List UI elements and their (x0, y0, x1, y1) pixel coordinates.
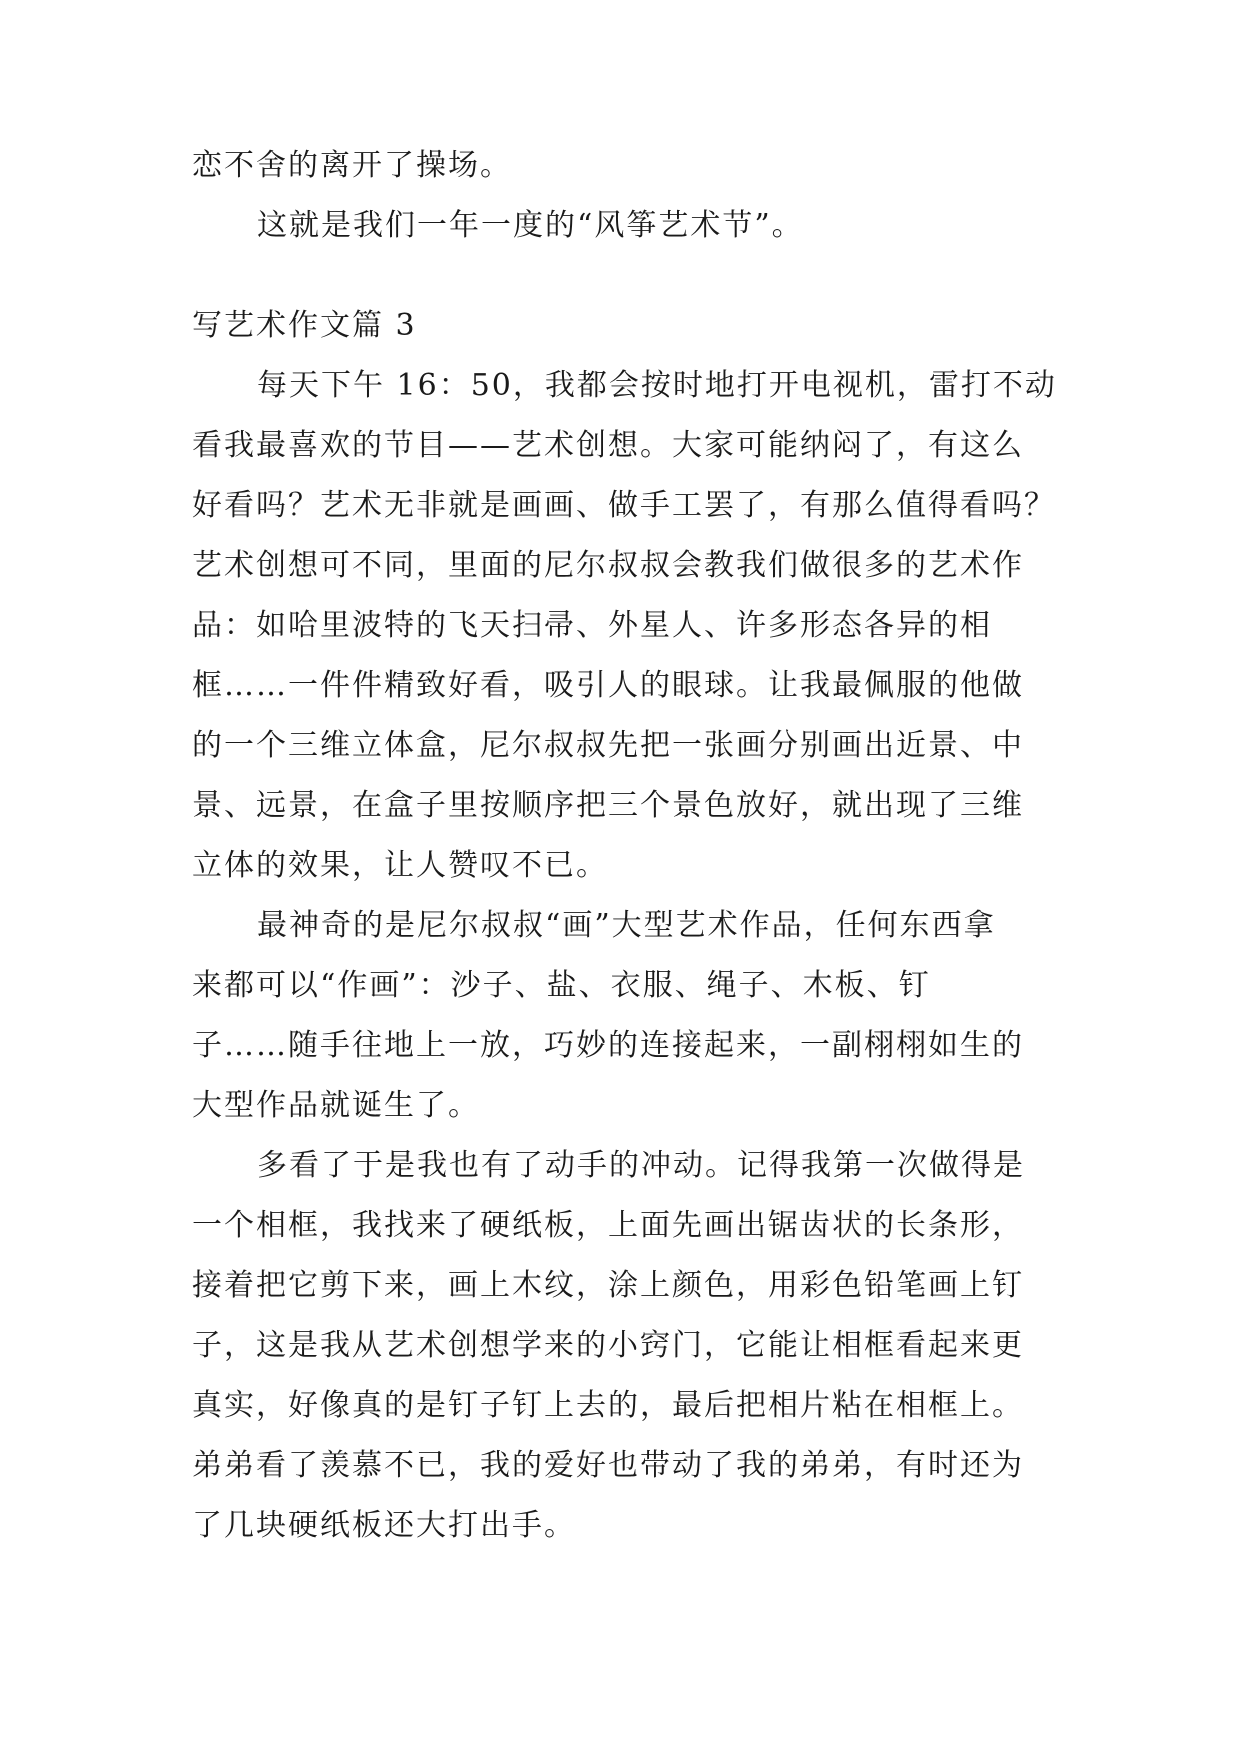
text-line: 好看吗？艺术无非就是画画、做手工罢了，有那么值得看吗？ (192, 488, 1056, 523)
text-line: 最神奇的是尼尔叔叔“画”大型艺术作品，任何东西拿 (257, 908, 996, 943)
paragraph (192, 1136, 1050, 1556)
text-line: 弟弟看了羡慕不已，我的爱好也带动了我的弟弟，有时还为 (192, 1448, 1024, 1483)
text-line: 框……一件件精致好看，吸引人的眼球。让我最佩服的他做 (192, 668, 1024, 703)
text-line: 了几块硬纸板还大打出手。 (192, 1508, 576, 1543)
text-line: 立体的效果，让人赞叹不已。 (192, 848, 608, 883)
text-line: 艺术创想可不同，里面的尼尔叔叔会教我们做很多的艺术作 (192, 548, 1024, 583)
text-line: 接着把它剪下来，画上木纹，涂上颜色，用彩色铅笔画上钉 (192, 1268, 1024, 1303)
text-line: 的一个三维立体盒，尼尔叔叔先把一张画分别画出近景、中 (192, 728, 1024, 763)
text-line: 景、远景，在盒子里按顺序把三个景色放好，就出现了三维 (192, 788, 1024, 823)
paragraph (192, 356, 1057, 896)
text-line: 每天下午 16：50，我都会按时地打开电视机，雷打不动 (257, 368, 1057, 403)
text-line: 多看了于是我也有了动手的冲动。记得我第一次做得是 (257, 1148, 1025, 1183)
text-line: 真实，好像真的是钉子钉上去的，最后把相片粘在相框上。 (192, 1388, 1024, 1423)
text-line: 来都可以“作画”：沙子、盐、衣服、绳子、木板、钉 (192, 968, 931, 1003)
section-block (192, 296, 1057, 1556)
text-line: 恋不舍的离开了操场。 (192, 148, 512, 183)
text-line: 一个相框，我找来了硬纸板，上面先画出锯齿状的长条形， (192, 1208, 1024, 1243)
text-line: 子……随手往地上一放，巧妙的连接起来，一副栩栩如生的 (192, 1028, 1024, 1063)
text-line: 品：如哈里波特的飞天扫帚、外星人、许多形态各异的相 (192, 608, 992, 643)
paragraph (192, 896, 1050, 1136)
text-line: 大型作品就诞生了。 (192, 1088, 480, 1123)
text-line: 看我最喜欢的节目——艺术创想。大家可能纳闷了，有这么 (192, 428, 1024, 463)
text-line: 这就是我们一年一度的“风筝艺术节”。 (257, 208, 804, 243)
section-heading: 写艺术作文篇 3 (192, 308, 417, 343)
text-line: 子，这是我从艺术创想学来的小窍门，它能让相框看起来更 (192, 1328, 1024, 1363)
intro-block (192, 136, 1050, 256)
